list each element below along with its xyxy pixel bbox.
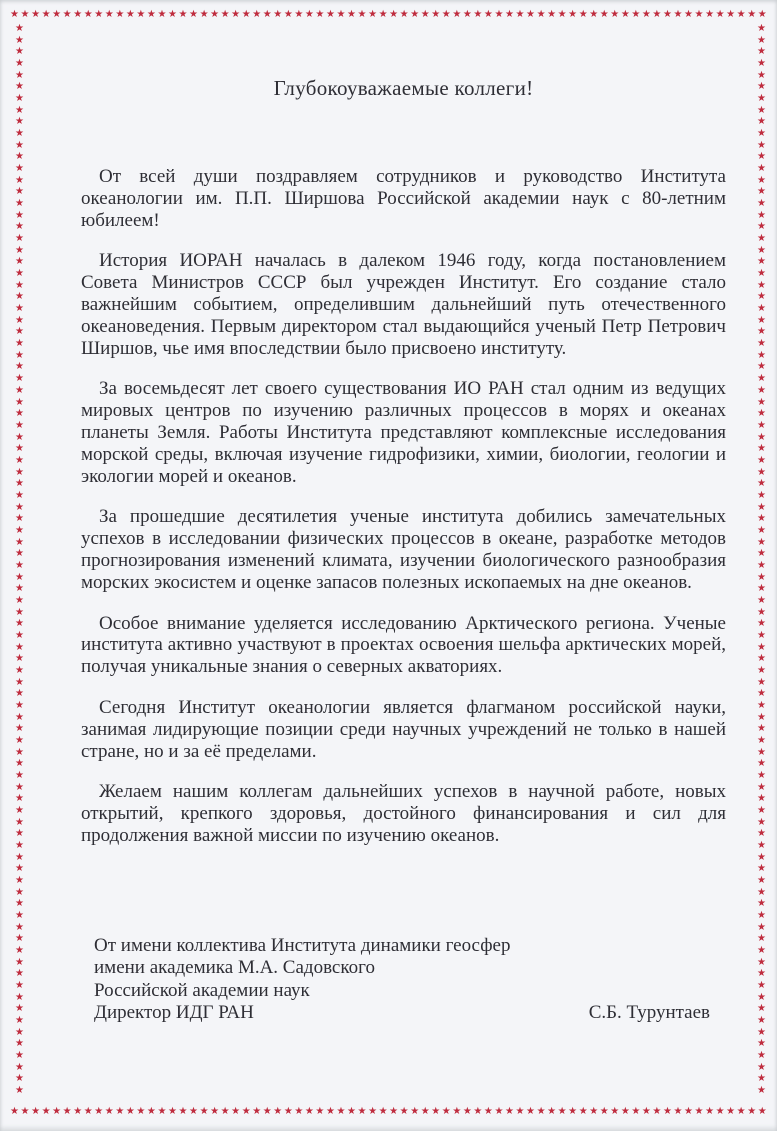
star-border-top-icon: ★ ★ ★ ★ ★ ★ ★ ★ ★ ★ ★ ★ ★ ★ ★ ★ ★ ★ ★ ★ ★ ★ ★ ★ ★ ★ ★ ★ ★ ★ ★ ★ ★ ★ ★ ★ ★ ★ ★ ★ ★ ★ ★ ★ ★ ★ ★ ★ ★ ★ ★ ★ ★ ★ ★ ★ ★ ★ ★ ★ ★ ★ ★ ★ ★ ★ ★ ★ ★ ★ ★ ★ <box>10 9 767 20</box>
star-border-right-icon: ★ ★ ★ ★ ★ ★ ★ ★ ★ ★ ★ ★ ★ ★ ★ ★ ★ ★ ★ ★ ★ ★ ★ ★ ★ ★ ★ ★ ★ ★ ★ ★ ★ ★ ★ ★ ★ ★ ★ ★ ★ ★ ★ ★ ★ ★ ★ ★ ★ ★ ★ ★ ★ ★ ★ ★ ★ ★ ★ ★ ★ ★ ★ ★ ★ ★ ★ ★ ★ ★ ★ ★ ★ ★ ★ ★ ★ ★ ★ ★ ★ ★ ★ ★ ★ ★ ★ ★ ★ ★ ★ ★ <box>757 24 766 1097</box>
letter-paragraph-7: Желаем нашим коллегам дальнейших успехов в научной работе, новых открытий, крепкого здоровья, достойного финансирования и сил для продолжения важной миссии по изучению океанов. <box>81 781 726 846</box>
signature-line-2: имени академика М.А. Садовского <box>94 957 375 979</box>
signature-line-1: От имени коллектива Института динамики геосфер <box>94 934 511 956</box>
letter-paragraph-5: Особое внимание уделяется исследованию Арктического региона. Ученые института активно участвуют в проектах освоения шельфа арктических морей, получая уникальные знания о северных акваториях. <box>81 612 726 678</box>
signature-block <box>81 935 726 1025</box>
signature-line-3: Российской академии наук <box>94 979 310 1001</box>
star-border-bottom-icon: ★ ★ ★ ★ ★ ★ ★ ★ ★ ★ ★ ★ ★ ★ ★ ★ ★ ★ ★ ★ ★ ★ ★ ★ ★ ★ ★ ★ ★ ★ ★ ★ ★ ★ ★ ★ ★ ★ ★ ★ ★ ★ ★ ★ ★ ★ ★ ★ ★ ★ ★ ★ ★ ★ ★ ★ ★ ★ ★ ★ ★ ★ ★ ★ ★ ★ ★ ★ ★ ★ ★ ★ <box>10 1106 767 1117</box>
letter-paragraph-4: За прошедшие десятилетия ученые института добились замечательных успехов в исследовании физических процессов в океане, разработке методов прогнозирования изменений климата, изучении биологического разнообразия морских экосистем и оценке запасов полезных ископаемых на дне океанов. <box>81 506 726 593</box>
letter-paragraph-1: От всей души поздравляем сотрудников и руководство Института океанологии им. П.П. Ширшова Российской академии наук с 80-летним юбилеем! <box>81 166 726 231</box>
letter-title: Глубокоуважаемые коллеги! <box>273 76 534 100</box>
star-border-left-icon: ★ ★ ★ ★ ★ ★ ★ ★ ★ ★ ★ ★ ★ ★ ★ ★ ★ ★ ★ ★ ★ ★ ★ ★ ★ ★ ★ ★ ★ ★ ★ ★ ★ ★ ★ ★ ★ ★ ★ ★ ★ ★ ★ ★ ★ ★ ★ ★ ★ ★ ★ ★ ★ ★ ★ ★ ★ ★ ★ ★ ★ ★ ★ ★ ★ ★ ★ ★ ★ ★ ★ ★ ★ ★ ★ ★ ★ ★ ★ ★ ★ ★ ★ ★ ★ ★ ★ ★ ★ ★ ★ ★ <box>15 24 24 1097</box>
letter-paragraph-2: История ИОРАН началась в далеком 1946 году, когда постановлением Совета Министров СССР был учрежден Институт. Его создание стало важнейшим событием, определившим дальнейший путь отечественного океановедения. Первым директором стал выдающийся ученый Петр Петрович Ширшов, чье имя впоследствии было присвоено институту. <box>81 250 726 359</box>
letter-paragraph-6: Сегодня Институт океанологии является флагманом российской науки, занимая лидирующие позиции среди научных учреждений не только в нашей стране, но и за её пределами. <box>81 696 726 762</box>
signer-position: Директор ИДГ РАН <box>94 1002 254 1024</box>
letter-body <box>81 0 726 1025</box>
letter-paragraph-3: За восемьдесят лет своего существования ИО РАН стал одним из ведущих мировых центров по изучению различных процессов в морях и океанах планеты Земля. Работы Института представляют комплексные исследования морской среды, включая изучение гидрофизики, химии, биологии, геологии и экологии морей и океанов. <box>81 378 726 487</box>
signer-name: С.Б. Турунтаев <box>588 1002 710 1024</box>
